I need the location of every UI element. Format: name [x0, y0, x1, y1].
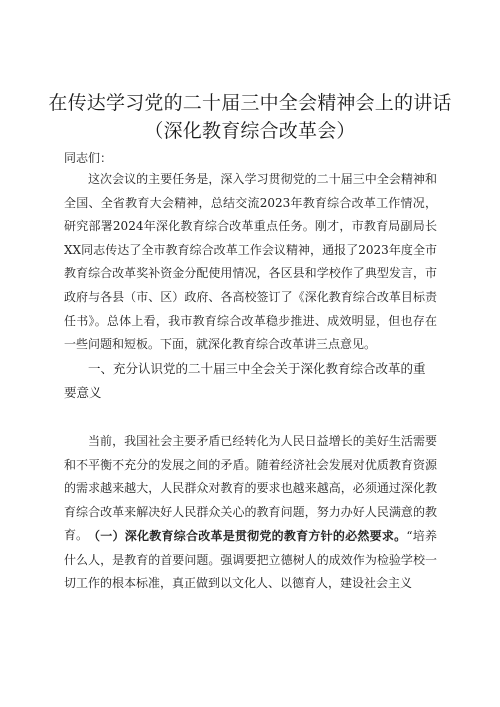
section-heading-1: 一、充分认识党的二十届三中全会关于深化教育综合改革的重要意义	[64, 361, 426, 400]
paragraph-intro: 这次会议的主要任务是，深入学习贯彻党的二十届三中全会精神和全国、全省教育大会精神，总结交流2023年教育综合改革工作情况，研究部署2024年深化教育综合改革重点任务。刚才，市教育局副局长XX同志传达了全市教育综合改革工作会议精神，通报了2023年度全市教育综合改革奖补资金分配使用情况，各区县和学校作了典型发言，市政府与各县（市、区）政府、各高校签订了《深化教育综合改革目标责任书》。总体上看，我市教育综合改革稳步推进、成效明显，但也存在一些问题和短板。下面，就深化教育综合改革讲三点意见。	[64, 172, 437, 352]
subsection-heading-1: （一）深化教育综合改革是贯彻党的教育方针的必然要求。	[88, 529, 407, 543]
document-subtitle: （深化教育综合改革会）	[144, 120, 356, 142]
document-title: 在传达学习党的二十届三中全会精神会上的讲话	[48, 92, 452, 114]
subsection-text-1: “培养什么人，是教育的首要问题。强调要把立德树人的成效作为检验学校一切工作的根本标准，真正做到以文化人、以德育人，建设社会主义	[64, 529, 437, 591]
salutation: 同志们：	[64, 151, 113, 165]
paragraph-background: 当前，我国社会主要矛盾已经转化为人民日益增长的美好生活需要和不平衡不充分的发展之间的矛盾。随着经济社会发展对优质教育资源的需求越来越大，人民群众对教育的要求也越来越高，必须通过深化教育综合改革来解决好人民群众关心的教育问题，努力办好人民满意的教育。	[64, 434, 437, 543]
paragraph-subsection-1	[64, 525, 437, 596]
